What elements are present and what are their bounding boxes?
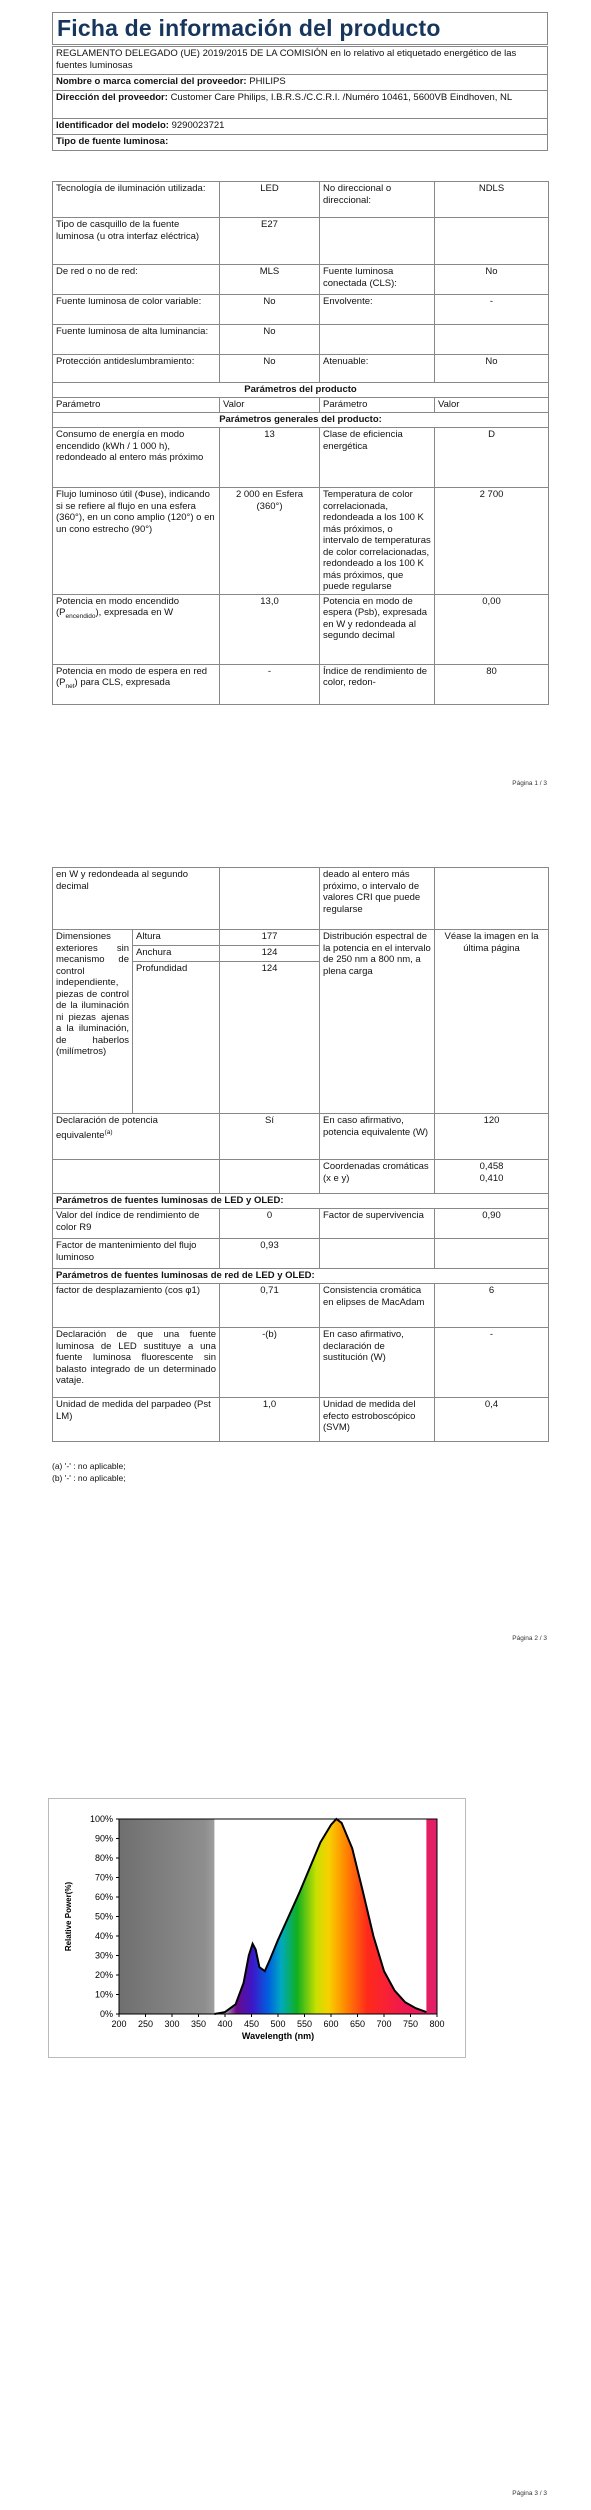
y-axis-label: Relative Power(%) — [64, 1881, 73, 1952]
source-type-heading: Tipo de fuente luminosa: — [53, 135, 548, 151]
colour-value: No — [220, 295, 320, 325]
macadam-value: 6 — [435, 1284, 549, 1328]
x-tick-label: 400 — [217, 2019, 233, 2029]
class-label: Clase de eficiencia energética — [320, 428, 435, 488]
x-tick-label: 300 — [164, 2019, 180, 2029]
regulation-text: REGLAMENTO DELEGADO (UE) 2019/2015 DE LA COMISIÓN en lo relativo al etiquetado energético de las fuentes luminosas — [53, 47, 548, 75]
supplier-address-row — [53, 91, 548, 119]
cct-label: Temperatura de color correlacionada, redondeada a los 100 K más próximos, o intervalo de temperaturas de color correlacionadas, redondeado a los 100 K más próximos, que puede regularse — [320, 488, 435, 595]
energy-label: Consumo de energía en modo encendido (kWh / 1 000 h), redondeado al entero más próximo — [53, 428, 220, 488]
x-tick-label: 800 — [429, 2019, 445, 2029]
col-param-1: Parámetro — [53, 398, 220, 413]
envelope-value: - — [435, 295, 549, 325]
equiv-value: Sí — [220, 1114, 320, 1160]
footnote-b: (b) '-' : no aplicable; — [52, 1473, 126, 1483]
connected-value: No — [435, 265, 549, 295]
x-tick-label: 200 — [111, 2019, 127, 2029]
page-number-1: Página 1 / 3 — [512, 780, 547, 787]
y-tick-label: 60% — [94, 1892, 113, 1902]
surv-value: 0,90 — [435, 1209, 549, 1239]
pon-value: 13,0 — [220, 594, 320, 664]
supplier-table — [52, 46, 548, 151]
model-value: 9290023721 — [171, 120, 225, 131]
x-tick-label: 250 — [137, 2019, 154, 2029]
y-tick-label: 90% — [94, 1833, 113, 1844]
params-table-cont — [52, 867, 549, 930]
tech-label: Tecnología de iluminación utilizada: — [53, 182, 220, 218]
r9-label: Valor del índice de rendimiento de color R9 — [53, 1209, 220, 1239]
x-tick-label: 350 — [190, 2019, 207, 2029]
depth-value: 124 — [220, 962, 320, 1114]
footnotes — [52, 1460, 126, 1484]
spd-chart — [48, 1798, 466, 2058]
supplier-address-value: Customer Care Philips, I.B.R.S./C.C.R.I. /Numéro 10461, 5600VB Eindhoven, NL — [170, 92, 513, 103]
fluo-value: -(b) — [220, 1328, 320, 1398]
connected-label: Fuente luminosa conectada (CLS): — [320, 265, 435, 295]
cri-label-part1: Índice de rendimiento de color, redon- — [320, 664, 435, 704]
x-tick-label: 700 — [376, 2019, 392, 2029]
equiv-label-text: Declaración de potencia equivalente — [56, 1115, 158, 1141]
equiv-label: Declaración de potencia equivalente$^{(a)}$ — [53, 1114, 220, 1160]
mains-led-heading: Parámetros de fuentes luminosas de red de LED y OLED: — [53, 1269, 549, 1284]
page-3 — [0, 1710, 591, 2510]
nondir-label: No direccional o direccional: — [320, 182, 435, 218]
params-heading: Parámetros del producto — [53, 383, 549, 398]
page-number-2: Página 2 / 3 — [512, 1635, 547, 1642]
chroma-label: Coordenadas cromáticas (x e y) — [320, 1160, 435, 1194]
flux-value: 2 000 en Esfera (360°) — [220, 488, 320, 595]
dims-table — [52, 929, 549, 1114]
colour-label: Fuente luminosa de color variable: — [53, 295, 220, 325]
pst-value: 1,0 — [220, 1398, 320, 1442]
supplier-address-label: Dirección del proveedor: — [56, 92, 168, 103]
width-value: 124 — [220, 946, 320, 962]
fluo-w-value: - — [435, 1328, 549, 1398]
footnote-a: (a) '-' : no aplicable; — [52, 1461, 126, 1471]
equiv-w-value: 120 — [435, 1114, 549, 1160]
x-tick-label: 450 — [243, 2019, 260, 2029]
equiv-table — [52, 1113, 549, 1442]
page-1 — [0, 0, 591, 800]
col-value-2: Valor — [435, 398, 549, 413]
cap-value: E27 — [220, 218, 320, 265]
height-label: Altura — [133, 930, 220, 946]
x-axis-label: Wavelength (nm) — [241, 2031, 315, 2041]
spd-chart-svg — [49, 1799, 467, 2059]
x-tick-label: 600 — [323, 2019, 339, 2029]
flux-label: Flujo luminoso útil (Φuse), indicando si se refiere al flujo en una esfera (360°), en un cono amplio (120°) o en un cono estrecho (90°) — [53, 488, 220, 595]
col-param-2: Parámetro — [320, 398, 435, 413]
model-label: Identificador del modelo: — [56, 120, 169, 131]
x-tick-label: 750 — [402, 2019, 419, 2029]
pst-label: Unidad de medida del parpadeo (Pst LM) — [53, 1398, 220, 1442]
glare-label: Protección antideslumbramiento: — [53, 355, 220, 383]
y-tick-label: 0% — [99, 2009, 113, 2019]
energy-value: 13 — [220, 428, 320, 488]
pnet-value: - — [220, 664, 320, 704]
page-2 — [0, 855, 591, 1655]
source-type-table — [52, 181, 549, 705]
svm-label: Unidad de medida del efecto estroboscópico (SVM) — [320, 1398, 435, 1442]
glare-value: No — [220, 355, 320, 383]
general-heading: Parámetros generales del producto: — [53, 413, 549, 428]
title-box — [52, 12, 548, 45]
y-tick-label: 30% — [94, 1950, 113, 1961]
nondir-value: NDLS — [435, 182, 549, 218]
cct-value: 2 700 — [435, 488, 549, 595]
chroma-x: 0,458 — [479, 1161, 504, 1172]
y-tick-label: 10% — [94, 1989, 113, 2000]
y-tick-label: 20% — [94, 1970, 113, 1980]
led-heading: Parámetros de fuentes luminosas de LED y OLED: — [53, 1194, 549, 1209]
pnet-label-cont: en W y redondeada al segundo decimal — [53, 868, 220, 930]
cri-value: 80 — [435, 664, 549, 704]
cri-label-cont: deado al entero más próximo, o intervalo de valores CRI que puede regularse — [320, 868, 435, 930]
disp-label: factor de desplazamiento (cos φ1) — [53, 1284, 220, 1328]
supplier-name-value: PHILIPS — [249, 76, 286, 87]
supplier-name-label: Nombre o marca comercial del proveedor: — [56, 76, 247, 87]
surv-label: Factor de supervivencia — [320, 1209, 435, 1239]
psb-value: 0,00 — [435, 594, 549, 664]
hl-label: Fuente luminosa de alta luminancia: — [53, 325, 220, 355]
dimmable-value: No — [435, 355, 549, 383]
class-value: D — [435, 428, 549, 488]
dims-label: Dimensiones exteriores sin mecanismo de control independiente, piezas de control de la iluminación ni piezas ajenas a la iluminación, de haberlos (milímetros) — [53, 930, 133, 1114]
supplier-name-row — [53, 75, 548, 91]
depth-label: Profundidad — [133, 962, 220, 1114]
mains-value: MLS — [220, 265, 320, 295]
model-row — [53, 119, 548, 135]
fluo-label: Declaración de que una fuente luminosa de LED sustituye a una fuente luminosa fluorescente sin balasto integrado de un determinado vataje. — [53, 1328, 220, 1398]
dimmable-label: Atenuable: — [320, 355, 435, 383]
spd-label: Distribución espectral de la potencia en el intervalo de 250 nm a 800 nm, a plena carga — [320, 930, 435, 1114]
pon-label: Potencia en modo encendido $(P_{encendido})$, expresada en W — [53, 594, 220, 664]
equiv-w-label: En caso afirmativo, potencia equivalente (W) — [320, 1114, 435, 1160]
r9-value: 0 — [220, 1209, 320, 1239]
col-value-1: Valor — [220, 398, 320, 413]
svm-value: 0,4 — [435, 1398, 549, 1442]
y-tick-label: 70% — [94, 1872, 113, 1883]
spd-value: Véase la imagen en la última página — [435, 930, 549, 1114]
psb-label: Potencia en modo de espera (Psb), expresada en W y redondeada al segundo decimal — [320, 594, 435, 664]
y-tick-label: 80% — [94, 1853, 113, 1863]
cap-label: Tipo de casquillo de la fuente luminosa (u otra interfaz eléctrica) — [53, 218, 220, 265]
chroma-y: 0,410 — [479, 1172, 504, 1184]
pnet-label: Potencia en modo de espera en red $(P_{net})$ para CLS, expresada — [53, 664, 220, 704]
chroma-values — [435, 1160, 549, 1194]
maint-value: 0,93 — [220, 1239, 320, 1269]
fluo-w-label: En caso afirmativo, declaración de sustitución (W) — [320, 1328, 435, 1398]
hl-value: No — [220, 325, 320, 355]
height-value: 177 — [220, 930, 320, 946]
tech-value: LED — [220, 182, 320, 218]
y-tick-label: 100% — [89, 1814, 113, 1824]
x-tick-label: 650 — [349, 2019, 366, 2029]
envelope-label: Envolvente: — [320, 295, 435, 325]
x-tick-label: 550 — [296, 2019, 313, 2029]
page-number-3: Página 3 / 3 — [512, 2490, 547, 2497]
page-title: Ficha de información del producto — [57, 15, 441, 41]
width-label: Anchura — [133, 946, 220, 962]
macadam-label: Consistencia cromática en elipses de MacAdam — [320, 1284, 435, 1328]
y-tick-label: 40% — [94, 1931, 113, 1941]
y-tick-label: 50% — [94, 1911, 113, 1922]
mains-label: De red o no de red: — [53, 265, 220, 295]
disp-value: 0,71 — [220, 1284, 320, 1328]
x-tick-label: 500 — [270, 2019, 286, 2029]
maint-label: Factor de mantenimiento del flujo luminoso — [53, 1239, 220, 1269]
